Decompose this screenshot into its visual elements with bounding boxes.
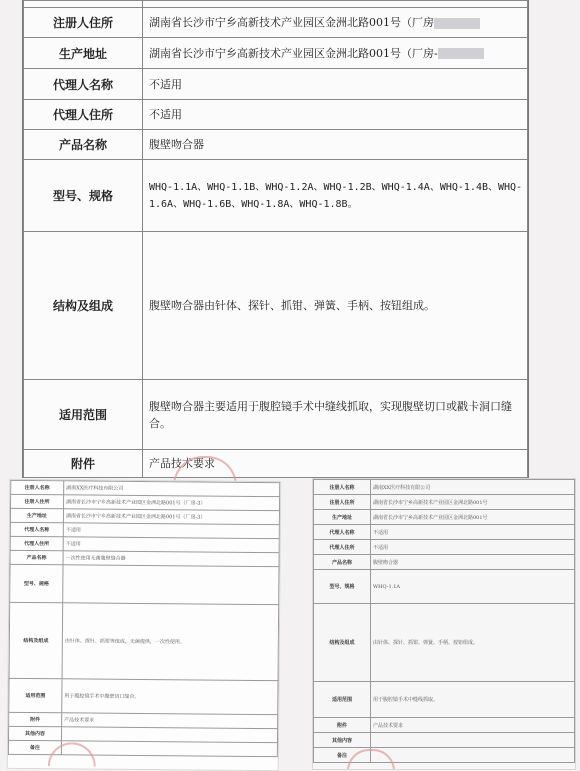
- left-row-label: 注册人住所: [11, 494, 64, 508]
- row-label-attachment: 附件: [24, 450, 143, 478]
- row-value-production-address: 湖南省长沙市宁乡高新技术产业园区金洲北路001号（厂房-: [143, 38, 528, 69]
- left-row-label: 注册人名称: [11, 480, 64, 494]
- row-value-agent-address: 不适用: [143, 100, 528, 130]
- left-row-value: [61, 741, 277, 757]
- row-label-registrant-address: 注册人住所: [24, 8, 143, 38]
- right-row-value: WHQ-1.1A: [371, 570, 575, 604]
- redacted-mark: [438, 48, 484, 59]
- redacted-mark: [434, 18, 480, 29]
- left-row-label: 代理人住所: [10, 536, 63, 550]
- row-value-product-name: 腹壁吻合器: [143, 130, 528, 160]
- row-label-production-address: 生产地址: [24, 38, 143, 69]
- left-registration-document: [7, 479, 282, 771]
- row-value-agent-name: 不适用: [143, 69, 528, 100]
- right-row-value: 不适用: [371, 525, 575, 540]
- left-row-label: 其他内容: [8, 726, 61, 740]
- right-row-value: 腹壁吻合器: [371, 555, 575, 570]
- left-row-label: 代理人名称: [10, 522, 63, 536]
- left-row-value: 由针体、探针、抓钳等组成，无菌提供，一次性使用。: [62, 603, 279, 681]
- left-row-label: 生产地址: [10, 508, 63, 522]
- right-row-label: 结构及组成: [314, 604, 371, 682]
- right-row-value: 产品技术要求: [371, 718, 575, 733]
- right-row-value: 湖南省长沙市宁乡高新技术产业园区金洲北路001号: [371, 510, 575, 525]
- right-row-label: 附件: [314, 718, 371, 733]
- row-value-registrant-address: 湖南省长沙市宁乡高新技术产业园区金洲北路001号（厂房: [143, 8, 528, 38]
- left-row-label: 产品名称: [10, 550, 63, 564]
- row-value-model-spec: WHQ-1.1A、WHQ-1.1B、WHQ-1.2A、WHQ-1.2B、WHQ-1.4A、WHQ-1.4B、WHQ-1.6A、WHQ-1.6B、WHQ-1.8A、WHQ-1.8B。: [143, 160, 528, 232]
- right-row-label: 代理人名称: [314, 525, 371, 540]
- left-row-label: 附件: [9, 712, 62, 726]
- row-label-model-spec: 型号、规格: [24, 160, 143, 232]
- left-row-value: [63, 565, 279, 605]
- right-row-label: 注册人住所: [314, 495, 371, 510]
- right-registration-table: [313, 479, 575, 763]
- right-row-value: [371, 733, 575, 748]
- right-row-label: 生产地址: [314, 510, 371, 525]
- left-row-value: 不适用: [63, 523, 279, 539]
- left-row-label: 备注: [8, 740, 61, 754]
- right-row-value: 由针体、探针、抓钳、弹簧、手柄、按钮组成。: [371, 604, 575, 682]
- left-registration-table: [8, 480, 280, 757]
- row-label-agent-name: 代理人名称: [24, 69, 143, 100]
- left-row-value: 湖南省长沙市宁乡高新技术产业园区金洲北路001号（厂房-3）: [63, 509, 279, 525]
- row-value-attachment: 产品技术要求: [143, 450, 528, 478]
- right-row-value: 湖南省长沙市宁乡高新技术产业园区金洲北路001号: [371, 495, 575, 510]
- left-row-value: 不适用: [63, 537, 279, 553]
- right-row-value: 湖南XX医疗科技有限公司: [371, 480, 575, 495]
- main-registration-document: [22, 0, 529, 478]
- right-row-label: 适用范围: [314, 682, 371, 718]
- right-row-value: 不适用: [371, 540, 575, 555]
- right-row-label: 备注: [314, 748, 371, 763]
- left-row-value: 用于腹腔镜手术中腹壁切口缝合。: [62, 679, 278, 715]
- row-label-agent-address: 代理人住所: [24, 100, 143, 130]
- left-row-value: 湖南XX医疗科技有限公司: [64, 481, 280, 497]
- left-row-value: 湖南省长沙市宁乡高新技术产业园区金洲北路001号（厂房-3）: [64, 495, 280, 511]
- right-row-label: 型号、规格: [314, 570, 371, 604]
- left-row-value: 一次性使用无菌腹壁缝合器: [63, 551, 279, 567]
- right-row-label: 注册人名称: [314, 480, 371, 495]
- right-row-value: [371, 748, 575, 763]
- right-row-label: 代理人住所: [314, 540, 371, 555]
- left-row-value: 产品技术要求: [62, 713, 278, 729]
- row-value-scope: 腹壁吻合器主要适用于腹腔镜手术中缝线抓取，实现腹壁切口或戳卡洞口缝合。: [143, 380, 528, 450]
- registration-table: [23, 0, 528, 478]
- right-row-label: 产品名称: [314, 555, 371, 570]
- row-value-structure: 腹壁吻合器由针体、探针、抓钳、弹簧、手柄、按钮组成。: [143, 232, 528, 380]
- row-label-scope: 适用范围: [24, 380, 143, 450]
- row-label-product-name: 产品名称: [24, 130, 143, 160]
- left-row-label: 结构及组成: [9, 602, 63, 678]
- right-registration-document: [312, 478, 576, 770]
- right-row-value: 用于腹腔镜手术中缝线抓取。: [371, 682, 575, 718]
- left-row-label: 型号、规格: [10, 564, 63, 602]
- row-label-structure: 结构及组成: [24, 232, 143, 380]
- left-row-label: 适用范围: [9, 678, 62, 712]
- right-row-label: 其他内容: [314, 733, 371, 748]
